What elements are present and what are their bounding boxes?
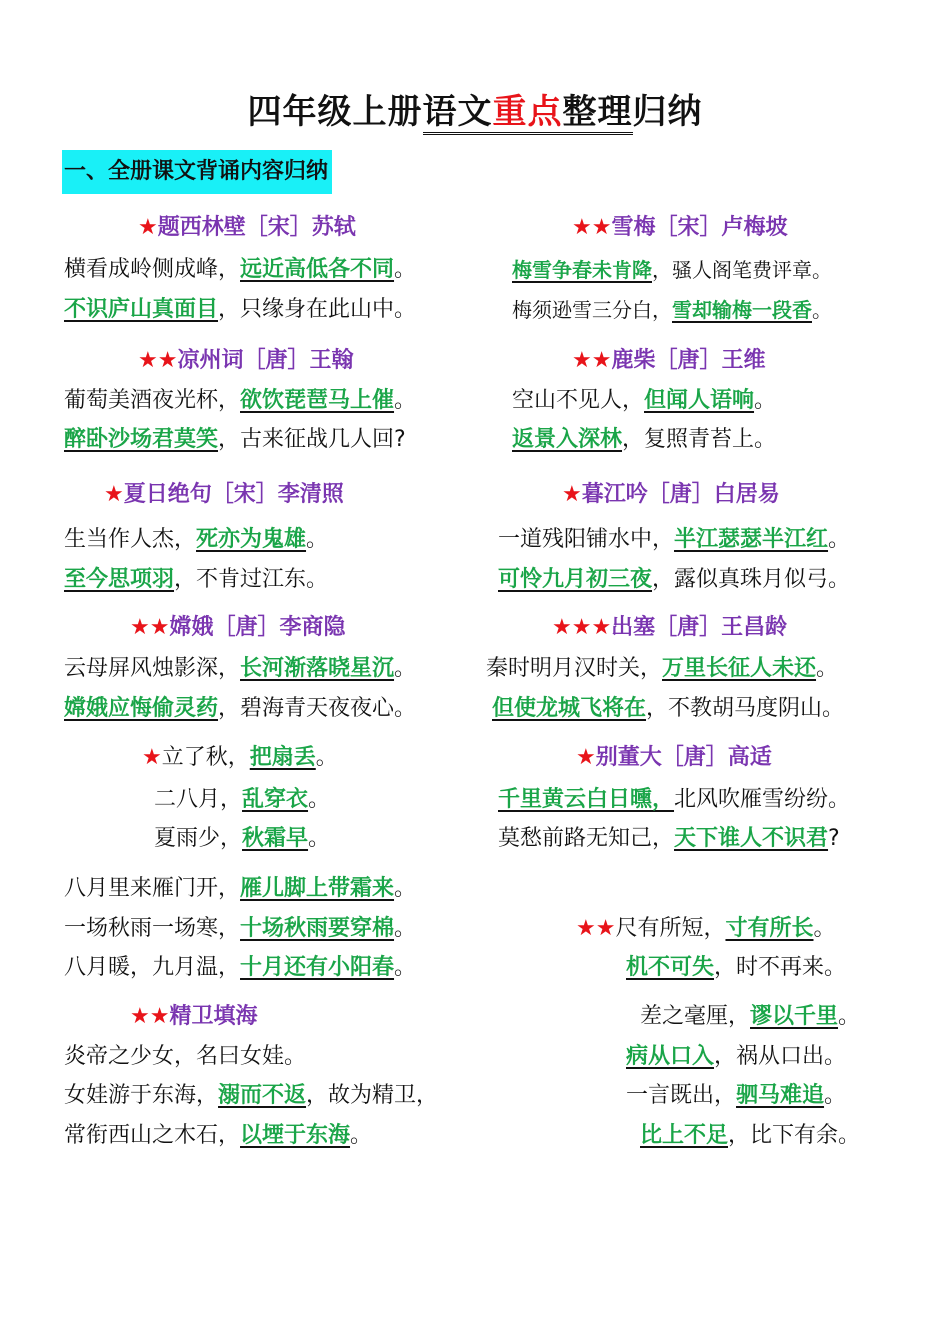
text-line [626, 1078, 846, 1109]
poem-heading [572, 210, 787, 241]
text-segment: 夏雨少， [154, 826, 243, 851]
text-line [512, 294, 832, 323]
star-icon: ★ [104, 482, 124, 507]
key-phrase: 长河渐落晓星沉 [240, 656, 395, 681]
key-phrase: 以堙于东海 [240, 1123, 351, 1148]
text-segment: 夏日绝句［宋］李清照 [123, 482, 344, 507]
key-phrase: 雁儿脚上带霜来 [240, 876, 395, 901]
text-segment: 秦时明月汉时关， [486, 656, 663, 681]
text-line [492, 691, 844, 722]
text-segment: 鹿柴［唐］王维 [611, 348, 766, 373]
key-phrase: 溺而不返 [218, 1083, 307, 1108]
key-phrase: 万里长征人未还 [662, 656, 817, 681]
text-line [64, 691, 416, 722]
text-segment: ? [828, 826, 840, 851]
key-phrase: 把扇丢 [249, 745, 316, 770]
text-segment: 空山不见人， [512, 388, 645, 413]
poem-heading [130, 999, 257, 1030]
text-segment: ，不教胡马度阴山。 [646, 696, 845, 721]
text-segment: 一道残阳铺水中， [498, 527, 675, 552]
text-line [64, 1118, 372, 1149]
key-phrase: 半江瑟瑟半江红 [674, 527, 829, 552]
text-line [486, 651, 838, 682]
text-segment: ，比下有余。 [728, 1123, 861, 1148]
text-line [626, 950, 846, 981]
text-segment: 梅须逊雪三分白， [512, 298, 672, 322]
text-segment: 八月暖，九月温， [64, 955, 241, 980]
text-line [64, 252, 416, 283]
text-segment: 。 [315, 745, 338, 770]
text-segment: 暮江吟［唐］白居易 [581, 482, 780, 507]
key-phrase: 不识庐山真面目 [64, 297, 219, 322]
text-segment: ，时不再来。 [714, 955, 847, 980]
text-segment: 嫦娥［唐］李商隐 [169, 615, 346, 640]
title-ul1: 语文 [423, 92, 493, 135]
key-phrase: 醉卧沙场君莫笑 [64, 427, 219, 452]
title-ul2: 整理 [563, 92, 633, 135]
key-phrase: 十月还有小阳春 [240, 955, 395, 980]
text-segment: ，骚人阁笔费评章。 [652, 258, 832, 282]
poem-heading [576, 740, 772, 771]
text-segment: ，不肯过江东。 [174, 567, 329, 592]
text-segment: 一言既出， [626, 1083, 737, 1108]
text-line [64, 562, 328, 593]
text-segment: 。 [813, 916, 836, 941]
key-phrase: 远近高低各不同 [240, 257, 395, 282]
star-icon: ★ [142, 745, 162, 770]
text-line [512, 422, 776, 453]
text-segment: 云母屏风烛影深， [64, 656, 241, 681]
text-segment: ，碧海青天夜夜心。 [218, 696, 417, 721]
key-phrase: 嫦娥应悔偷灵药 [64, 696, 219, 721]
text-segment: ，复照青苔上。 [622, 427, 777, 452]
text-line [640, 999, 860, 1030]
key-phrase: 机不可失 [626, 955, 715, 980]
poem-heading [562, 477, 780, 508]
text-line [154, 782, 330, 813]
text-segment: 女娃游于东海， [64, 1083, 219, 1108]
key-phrase: 死亦为鬼雄 [196, 527, 307, 552]
text-line [498, 522, 850, 553]
key-phrase: 病从口入 [626, 1044, 715, 1069]
star-icon: ★★ [130, 615, 170, 640]
text-segment: 一场秋雨一场寒， [64, 916, 241, 941]
text-line [64, 651, 416, 682]
key-phrase: 天下谁人不识君 [674, 826, 829, 851]
text-line [626, 1039, 846, 1070]
text-segment: 。 [308, 787, 331, 812]
poem-heading [572, 343, 765, 374]
poem-heading [138, 343, 353, 374]
text-line [576, 911, 836, 942]
text-segment: 横看成岭侧成峰， [64, 257, 241, 282]
text-line [64, 911, 416, 942]
text-line [640, 1118, 860, 1149]
key-phrase: 可怜九月初三夜 [498, 567, 653, 592]
key-phrase: 十场秋雨要穿棉 [240, 916, 395, 941]
text-segment: ，古来征战几人回? [218, 427, 406, 452]
text-segment: 雪梅［宋］卢梅坡 [611, 215, 788, 240]
key-phrase: 千里黄云白日曛， [498, 787, 675, 812]
text-segment: 生当作人杰， [64, 527, 197, 552]
section-heading: 一、全册课文背诵内容归纳 [62, 150, 332, 194]
text-line [64, 292, 416, 323]
text-segment: ，只缘身在此山中。 [218, 297, 417, 322]
text-segment: ，祸从口出。 [714, 1044, 847, 1069]
text-segment: 常衔西山之木石， [64, 1123, 241, 1148]
title-red: 重点 [493, 92, 563, 135]
text-line [64, 422, 406, 453]
poem-heading [552, 610, 787, 641]
key-phrase: 乱穿衣 [242, 787, 309, 812]
text-segment: 出塞［唐］王昌龄 [611, 615, 788, 640]
poem-heading [130, 610, 345, 641]
text-line [498, 821, 840, 852]
text-segment: 立了秋， [161, 745, 250, 770]
text-segment: 。 [394, 388, 417, 413]
key-phrase: 返景入深林 [512, 427, 623, 452]
star-icon: ★ [138, 215, 158, 240]
star-icon: ★★ [572, 215, 612, 240]
key-phrase: 寸有所长 [725, 916, 814, 941]
text-segment: 尺有所短， [615, 916, 726, 941]
key-phrase: 谬以千里 [750, 1004, 839, 1029]
text-segment: 。 [828, 527, 851, 552]
text-line [64, 871, 416, 902]
text-segment: 莫愁前路无知己， [498, 826, 675, 851]
poem-heading [138, 210, 356, 241]
text-segment: 。 [824, 1083, 847, 1108]
text-segment: 。 [812, 298, 832, 322]
star-icon: ★ [576, 745, 596, 770]
text-segment: ，露似真珠月似弓。 [652, 567, 851, 592]
text-segment: 。 [394, 916, 417, 941]
text-line [64, 1039, 306, 1070]
text-segment: 炎帝之少女，名曰女娃。 [64, 1044, 307, 1069]
key-phrase: 但使龙城飞将在 [492, 696, 647, 721]
star-icon: ★★ [576, 916, 616, 941]
text-segment: 。 [838, 1004, 861, 1029]
text-segment: 。 [394, 257, 417, 282]
text-line [64, 383, 416, 414]
text-line [64, 950, 416, 981]
text-segment: 别董大［唐］高适 [595, 745, 772, 770]
key-phrase: 梅雪争春未肯降 [512, 258, 652, 282]
key-phrase: 秋霜早 [242, 826, 309, 851]
text-segment: 。 [350, 1123, 373, 1148]
text-segment: 。 [308, 826, 331, 851]
text-line [498, 782, 850, 813]
text-segment: 精卫填海 [169, 1004, 258, 1029]
text-segment: 。 [394, 876, 417, 901]
text-segment: 。 [754, 388, 777, 413]
text-line [498, 562, 850, 593]
text-segment: 题西林壁［宋］苏轼 [157, 215, 356, 240]
key-phrase: 欲饮琵琶马上催 [240, 388, 395, 413]
star-icon: ★★★ [552, 615, 612, 640]
text-segment: 。 [816, 656, 839, 681]
page-title [0, 84, 950, 133]
text-line [142, 740, 338, 771]
text-segment: 。 [306, 527, 329, 552]
title-post: 归纳 [632, 92, 703, 132]
star-icon: ★★ [130, 1004, 170, 1029]
text-line [154, 821, 330, 852]
text-segment: 凉州词［唐］王翰 [177, 348, 354, 373]
text-line [512, 383, 776, 414]
text-line [64, 1078, 438, 1109]
text-line [512, 254, 832, 283]
key-phrase: 驷马难追 [736, 1083, 825, 1108]
key-phrase: 至今思项羽 [64, 567, 175, 592]
text-segment: 葡萄美酒夜光杯， [64, 388, 241, 413]
text-segment: 二八月， [154, 787, 243, 812]
text-segment: ，故为精卫， [306, 1083, 439, 1108]
text-segment: 。 [394, 955, 417, 980]
text-segment: 。 [394, 656, 417, 681]
key-phrase: 比上不足 [640, 1123, 729, 1148]
star-icon: ★★ [572, 348, 612, 373]
title-pre: 四年级上册 [247, 92, 423, 132]
poem-heading [104, 477, 344, 508]
key-phrase: 雪却输梅一段香 [672, 298, 812, 322]
key-phrase: 但闻人语响 [644, 388, 755, 413]
text-segment: 八月里来雁门开， [64, 876, 241, 901]
text-segment: 差之毫厘， [640, 1004, 751, 1029]
text-line [64, 522, 328, 553]
star-icon: ★ [562, 482, 582, 507]
star-icon: ★★ [138, 348, 178, 373]
text-segment: 北风吹雁雪纷纷。 [674, 787, 851, 812]
